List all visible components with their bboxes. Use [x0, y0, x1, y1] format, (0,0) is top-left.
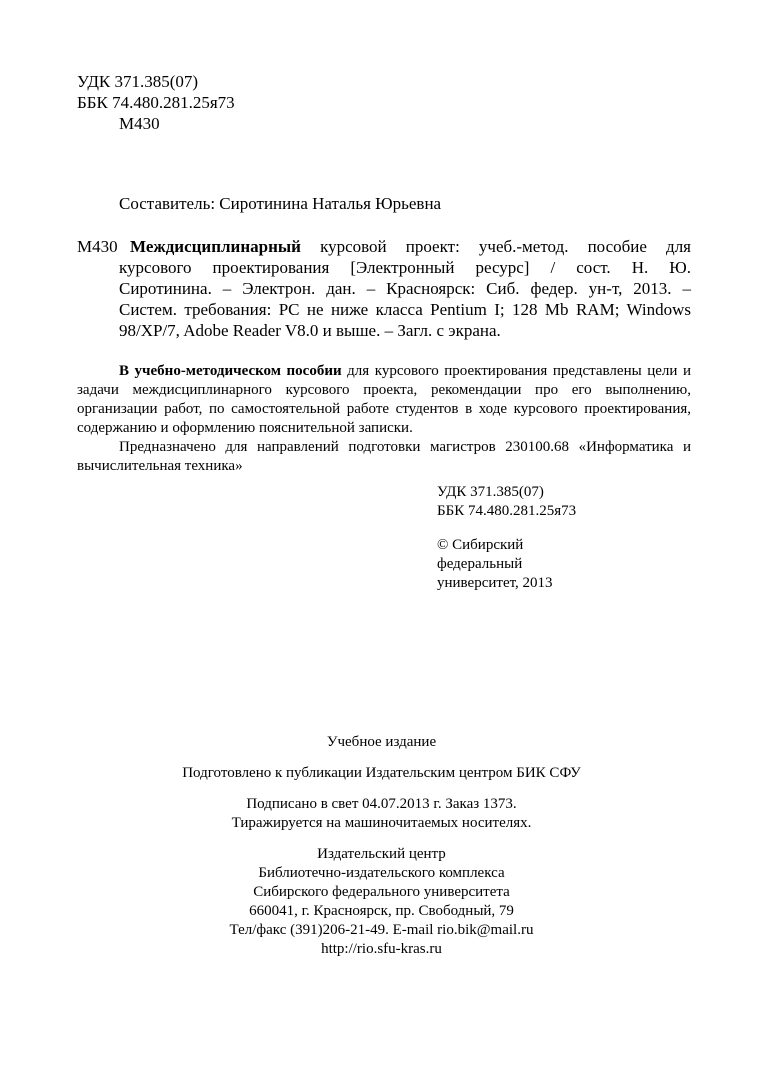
abstract-body: для курсового проектирования представлены цели и задачи междисциплинарного курсового проекта, рекомендации про его выполнению, организации работ, по самостоятельной работе студентов в ходе курсового проектирования, содержанию и оформлению пояснительной записки.: [77, 363, 691, 436]
citation-first-line: [77, 236, 691, 257]
udk-code-right: УДК 371.385(07): [437, 484, 544, 500]
udk-header: [77, 71, 235, 134]
media-note: Тиражируется на машиночитаемых носителях.: [231, 815, 532, 831]
publisher-url: http://rio.sfu-kras.ru: [321, 941, 442, 957]
copyright-line-1: © Сибирский: [437, 537, 524, 553]
bbk-code-right: ББК 74.480.281.25я73: [437, 503, 577, 519]
abstract-lead: В учебно-методическом пособии: [119, 363, 342, 379]
citation-line-5: 98/XP/7, Adobe Reader V8.0 и выше. – Загл. с экрана.: [119, 321, 501, 340]
copyright-line-2: федеральный: [437, 556, 523, 572]
citation-line-3: Сиротинина. – Электрон. дан. – Красноярск: Сиб. федер. ун-т, 2013. –: [119, 279, 691, 298]
compiler-line: Составитель: Сиротинина Наталья Юрьевна: [119, 194, 442, 213]
publisher-line-1: Издательский центр: [317, 846, 446, 862]
publisher-line-3: Сибирского федерального университета: [253, 884, 510, 900]
citation-line-1: [130, 236, 691, 257]
udk-code: УДК 371.385(07): [77, 72, 199, 91]
abstract-paragraph: [77, 362, 691, 438]
prepared-by: Подготовлено к публикации Издательским центром БИК СФУ: [182, 765, 581, 781]
citation-title-rest: курсовой проект: учеб.-метод. пособие для: [300, 237, 691, 256]
bibliographic-citation: [77, 236, 691, 341]
audience-paragraph: Предназначено для направлений подготовки магистров 230100.68 «Информатика и вычислительная техника»: [77, 439, 691, 474]
signed-date: Подписано в свет 04.07.2013 г. Заказ 1373.: [246, 796, 517, 812]
abstract: [77, 362, 691, 476]
publisher-contact: Тел/факс (391)206-21-49. E-mail rio.bik@mail.ru: [229, 922, 534, 938]
author-mark: М430: [119, 114, 160, 133]
publisher-address: 660041, г. Красноярск, пр. Свободный, 79: [249, 903, 514, 919]
citation-line-4: Систем. требования: PC не ниже класса Pentium I; 128 Mb RAM; Windows: [119, 300, 691, 319]
citation-line-2: курсового проектирования [Электронный ресурс] / сост. Н. Ю.: [119, 258, 691, 277]
citation-title: Междисциплинарный: [130, 237, 301, 256]
edition-type: Учебное издание: [326, 734, 437, 750]
bbk-code: ББК 74.480.281.25я73: [77, 93, 235, 112]
imprint: [0, 733, 763, 959]
udk-right-block: [437, 483, 576, 521]
citation-author-mark: М430: [77, 237, 118, 256]
publisher-line-2: Библиотечно-издательского комплекса: [258, 865, 505, 881]
copyright-line-3: университет, 2013: [437, 575, 553, 591]
copyright-block: [437, 536, 553, 593]
